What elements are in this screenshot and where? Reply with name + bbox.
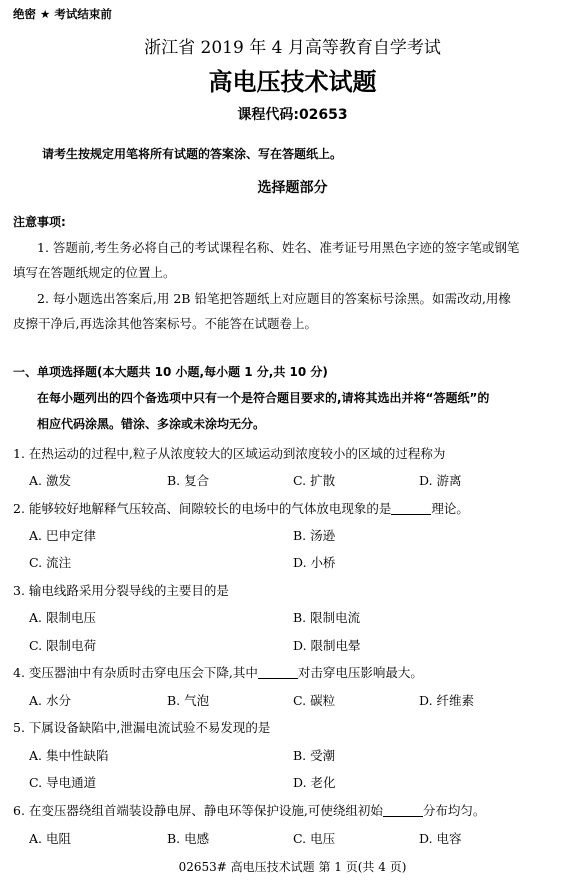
paper-title: 高电压技术试题 [208, 68, 377, 96]
note-item-1-line-1: 1. 答题前,考生务必将自己的考试课程名称、姓名、准考证号用黑色字迹的签字笔或钢笔 [37, 240, 520, 255]
answer-instruction: 请考生按规定用笔将所有试题的答案涂、写在答题纸上。 [42, 147, 343, 161]
question-1-option-a: A. 激发 [29, 473, 71, 488]
page-footer: 02653# 高电压技术试题 第 1 页(共 4 页) [178, 860, 407, 874]
question-2-option-b: B. 汤逊 [293, 528, 336, 543]
question-2-stem-after: 理论。 [431, 501, 469, 516]
answer-blank [391, 502, 431, 515]
question-6-option-b: B. 电感 [167, 831, 210, 846]
question-5-option-c: C. 导电通道 [29, 775, 97, 790]
question-6-stem [13, 801, 485, 819]
question-5-stem: 5. 下属设备缺陷中,泄漏电流试验不易发现的是 [13, 720, 271, 735]
question-2-stem-before: 2. 能够较好地解释气压较高、间隙较长的电场中的气体放电现象的是 [13, 501, 392, 516]
question-4-stem-before: 4. 变压器油中有杂质时击穿电压会下降,其中 [13, 665, 258, 680]
question-6-stem-before: 6. 在变压器绕组首端装设静电屏、静电环等保护设施,可使绕组初始 [13, 803, 383, 818]
question-3-option-c: C. 限制电荷 [29, 638, 97, 653]
question-4-option-b: B. 气泡 [167, 693, 210, 708]
question-5-option-a: A. 集中性缺陷 [29, 748, 109, 763]
question-3-option-b: B. 限制电流 [293, 610, 361, 625]
question-2-option-a: A. 巴申定律 [29, 528, 96, 543]
question-3-option-d: D. 限制电晕 [293, 638, 361, 653]
question-6-option-a: A. 电阻 [29, 831, 71, 846]
part-title: 一、单项选择题(本大题共 10 小题,每小题 1 分,共 10 分) [13, 365, 328, 379]
question-1-option-b: B. 复合 [167, 473, 210, 488]
question-4-stem [13, 663, 423, 681]
section-title: 选择题部分 [257, 180, 328, 196]
course-code: 课程代码:02653 [237, 107, 348, 123]
question-4-stem-after: 对击穿电压影响最大。 [297, 665, 423, 680]
part-desc-line-2: 相应代码涂黑。错涂、多涂或未涂均无分。 [37, 417, 266, 431]
note-item-1-line-2: 填写在答题纸规定的位置上。 [13, 265, 176, 280]
question-4-option-c: C. 碳粒 [293, 693, 336, 708]
question-3-stem: 3. 输电线路采用分裂导线的主要目的是 [13, 583, 229, 598]
secrecy-label: 绝密 ★ 考试结束前 [13, 7, 112, 21]
answer-blank [383, 804, 423, 817]
question-6-option-d: D. 电容 [419, 831, 462, 846]
question-2-stem [13, 499, 469, 517]
question-5-option-d: D. 老化 [293, 775, 336, 790]
question-6-option-c: C. 电压 [293, 831, 336, 846]
question-2-option-c: C. 流注 [29, 555, 72, 570]
question-1-option-d: D. 游离 [419, 473, 462, 488]
question-5-option-b: B. 受潮 [293, 748, 336, 763]
question-1-stem: 1. 在热运动的过程中,粒子从浓度较大的区域运动到浓度较小的区域的过程称为 [13, 446, 446, 461]
answer-blank [258, 666, 298, 679]
note-item-2-line-2: 皮擦干净后,再选涂其他答案标号。不能答在试题卷上。 [13, 316, 317, 331]
question-4-option-a: A. 水分 [29, 693, 71, 708]
exam-title: 浙江省 2019 年 4 月高等教育自学考试 [144, 38, 441, 58]
notes-title: 注意事项: [13, 215, 66, 229]
question-4-option-d: D. 纤维素 [419, 693, 475, 708]
part-desc-line-1: 在每小题列出的四个备选项中只有一个是符合题目要求的,请将其选出并将“答题纸”的 [37, 391, 490, 405]
question-1-option-c: C. 扩散 [293, 473, 336, 488]
question-2-option-d: D. 小桥 [293, 555, 336, 570]
question-3-option-a: A. 限制电压 [29, 610, 96, 625]
question-6-stem-after: 分布均匀。 [422, 803, 486, 818]
note-item-2-line-1: 2. 每小题选出答案后,用 2B 铅笔把答题纸上对应题目的答案标号涂黑。如需改动,用橡 [37, 291, 511, 306]
